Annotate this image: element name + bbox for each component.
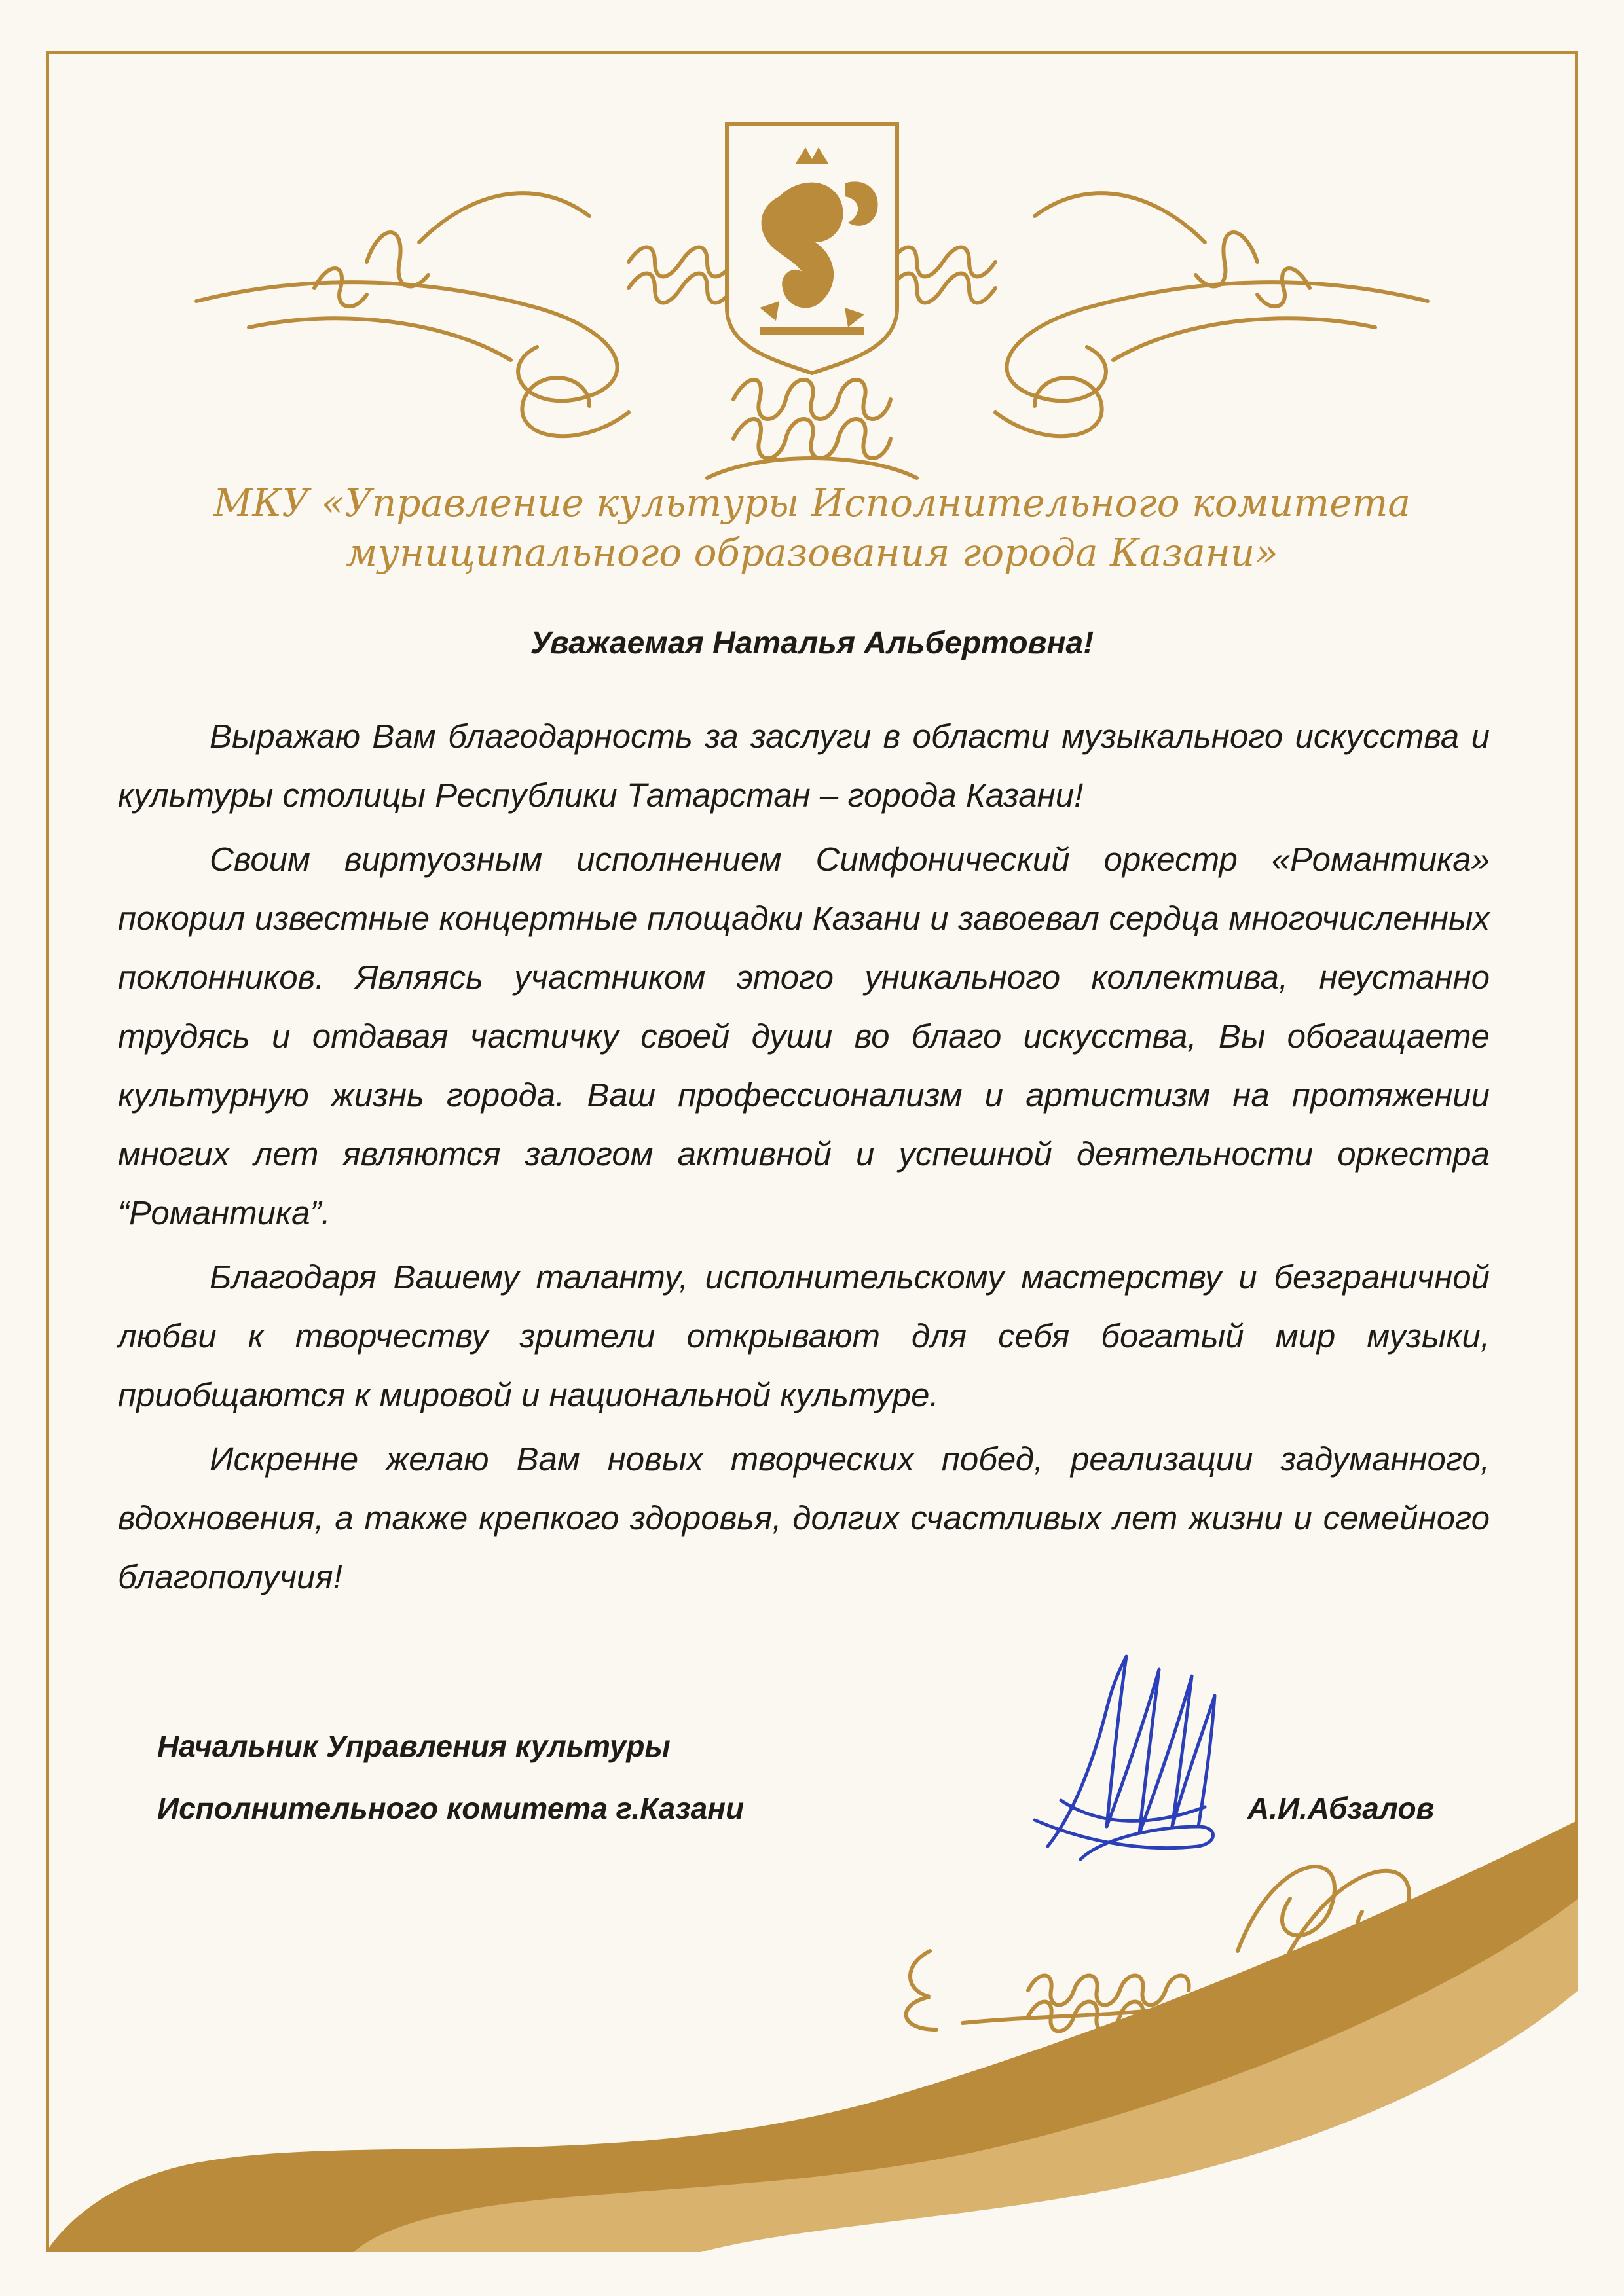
organization-title-line2: муниципального образования города Казани»: [346, 530, 1278, 575]
signatory-name: А.И.Абзалов: [1247, 1791, 1435, 1825]
letter-paragraph: Искренне желаю Вам новых творческих побед, реализации задуманного, вдохновения, а также крепкого здоровья, долгих счастливых лет жизни и семейного благополучия!: [118, 1440, 1490, 1595]
letter-body: [118, 707, 1490, 1612]
organization-title-line1: МКУ «Управление культуры Исполнительного комитета: [213, 481, 1411, 525]
greeting: Уважаемая Наталья Альбертовна!: [530, 626, 1094, 661]
signatory-title-line1: Начальник Управления культуры: [157, 1729, 671, 1763]
handwritten-signature: [1022, 1630, 1238, 1886]
bottom-wave-decoration: [46, 1820, 1578, 2252]
signatory-title-line2: Исполнительного комитета г.Казани: [157, 1791, 745, 1825]
letter-paragraph: Благодаря Вашему таланту, исполнительскому мастерству и безграничной любви к творчеству зрители открывают для себя богатый мир музыки, приобщаются к мировой и национальной культуре.: [118, 1258, 1490, 1413]
kazan-crest-icon: [170, 111, 1454, 504]
letter-paragraph: Выражаю Вам благодарность за заслуги в области музыкального искусства и культуры столицы Республики Татарстан – города Казани!: [118, 718, 1490, 814]
letter-paragraph: Своим виртуозным исполнением Симфонический оркестр «Романтика» покорил известные концертные площадки Казани и завоевал сердца многочисленных поклонников. Являясь участником этого уникального коллектива, неустанно трудясь и отдавая частичку своей души во благо искусства, Вы обогащаете культурную жизнь города. Ваш профессионализм и артистизм на протяжении многих лет являются залогом активной и успешной деятельности оркестра “Романтика”.: [118, 841, 1490, 1231]
